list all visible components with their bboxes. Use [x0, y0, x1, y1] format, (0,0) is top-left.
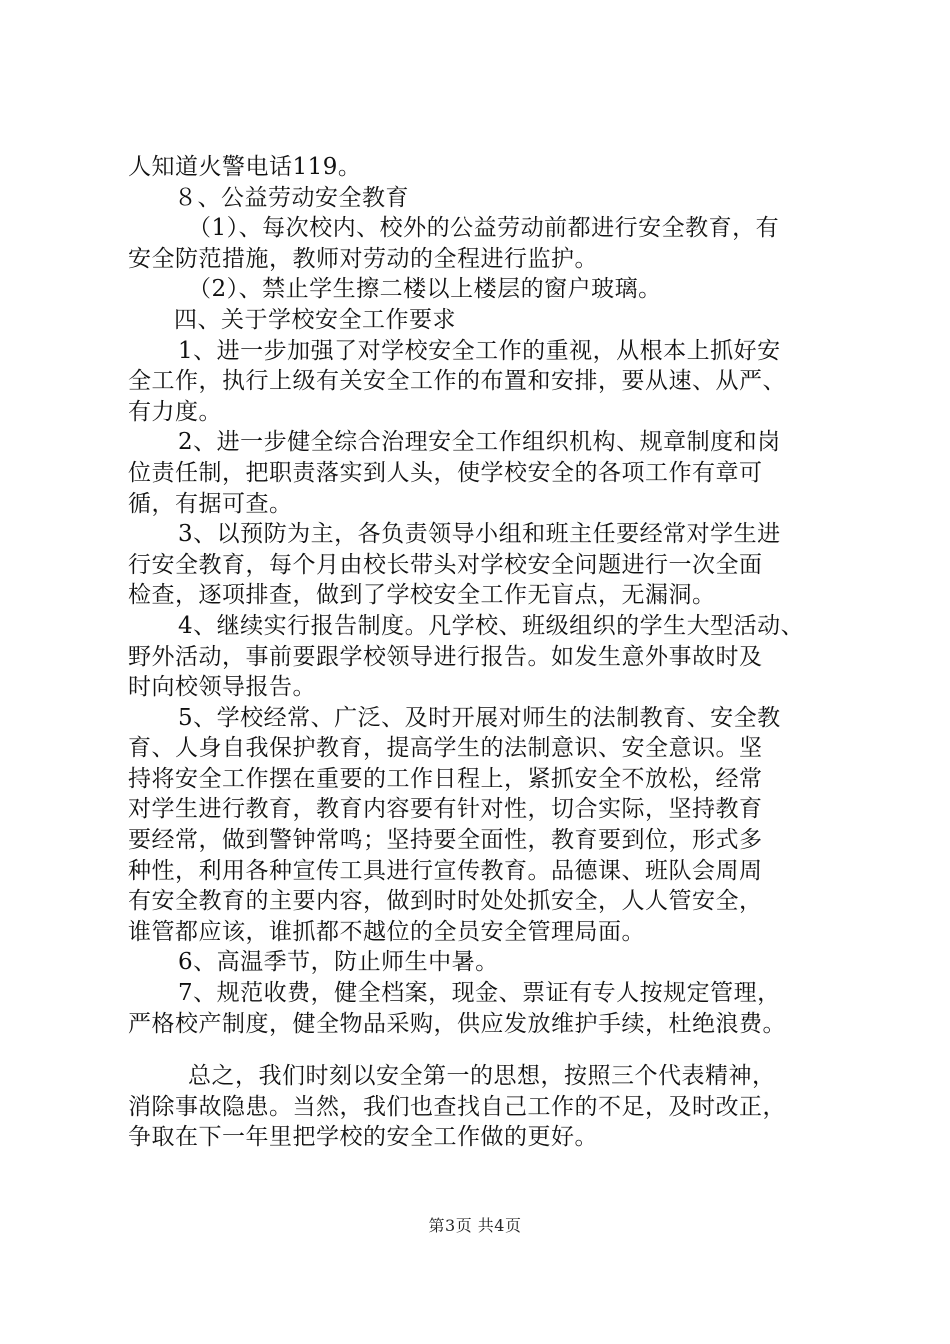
- paragraph-line: 7、规范收费，健全档案，现金、票证有专人按规定管理，: [178, 980, 781, 1007]
- paragraph-line: 安全防范措施，教师对劳动的全程进行监护。: [128, 245, 598, 272]
- paragraph-line: 循，有据可查。: [128, 490, 293, 517]
- paragraph-line: 有力度。: [128, 398, 222, 425]
- conclusion-line: 争取在下一年里把学校的安全工作做的更好。: [128, 1124, 598, 1151]
- paragraph-line: 要经常，做到警钟常鸣；坚持要全面性，教育要到位，形式多: [128, 827, 763, 854]
- paragraph-line: （2）、禁止学生擦二楼以上楼层的窗户玻璃。: [188, 276, 662, 303]
- conclusion-line: 消除事故隐患。当然，我们也查找自己工作的不足，及时改正，: [128, 1093, 786, 1120]
- paragraph-line: 全工作，执行上级有关安全工作的布置和安排，要从速、从严、: [128, 368, 786, 395]
- paragraph-line: 持将安全工作摆在重要的工作日程上，紧抓安全不放松，经常: [128, 765, 763, 792]
- paragraph-line: 人知道火警电话119。: [128, 154, 362, 180]
- paragraph-line: 谁管都应该，谁抓都不越位的全员安全管理局面。: [128, 918, 645, 945]
- paragraph-line: 时向校领导报告。: [128, 674, 316, 701]
- paragraph-line: 4、继续实行报告制度。凡学校、班级组织的学生大型活动、: [178, 612, 805, 639]
- page-number-footer: 第3页 共4页: [428, 1216, 522, 1235]
- paragraph-line: 严格校产制度，健全物品采购，供应发放维护手续，杜绝浪费。: [128, 1010, 786, 1037]
- paragraph-line: 5、学校经常、广泛、及时开展对师生的法制教育、安全教: [178, 704, 781, 731]
- paragraph-spacer: [128, 1039, 850, 1061]
- paragraph-line: 2、进一步健全综合治理安全工作组织机构、规章制度和岗: [178, 429, 781, 456]
- paragraph-line: 有安全教育的主要内容，做到时时处处抓安全，人人管安全，: [128, 888, 763, 915]
- paragraph-line: 6、高温季节，防止师生中暑。: [178, 949, 499, 976]
- section-heading: ８、公益劳动安全教育: [174, 184, 409, 211]
- paragraph-line: 检查，逐项排查，做到了学校安全工作无盲点，无漏洞。: [128, 582, 716, 609]
- paragraph-line: 种性，利用各种宣传工具进行宣传教育。品德课、班队会周周: [128, 857, 763, 884]
- paragraph-line: （1）、每次校内、校外的公益劳动前都进行安全教育，有: [188, 215, 780, 242]
- paragraph-line: 位责任制，把职责落实到人头，使学校安全的各项工作有章可: [128, 459, 763, 486]
- paragraph-line: 3、以预防为主，各负责领导小组和班主任要经常对学生进: [178, 521, 781, 548]
- section-heading: 四、关于学校安全工作要求: [174, 306, 456, 333]
- paragraph-line: 育、人身自我保护教育，提高学生的法制意识、安全意识。坚: [128, 735, 763, 762]
- paragraph-line: 1、进一步加强了对学校安全工作的重视，从根本上抓好安: [178, 337, 781, 364]
- paragraph-line: 对学生进行教育，教育内容要有针对性，切合实际，坚持教育: [128, 796, 763, 823]
- paragraph-line: 行安全教育，每个月由校长带头对学校安全问题进行一次全面: [128, 551, 763, 578]
- paragraph-line: 野外活动，事前要跟学校领导进行报告。如发生意外事故时及: [128, 643, 763, 670]
- body-text: [128, 152, 850, 1153]
- conclusion-line: 总之，我们时刻以安全第一的思想，按照三个代表精神，: [188, 1063, 776, 1090]
